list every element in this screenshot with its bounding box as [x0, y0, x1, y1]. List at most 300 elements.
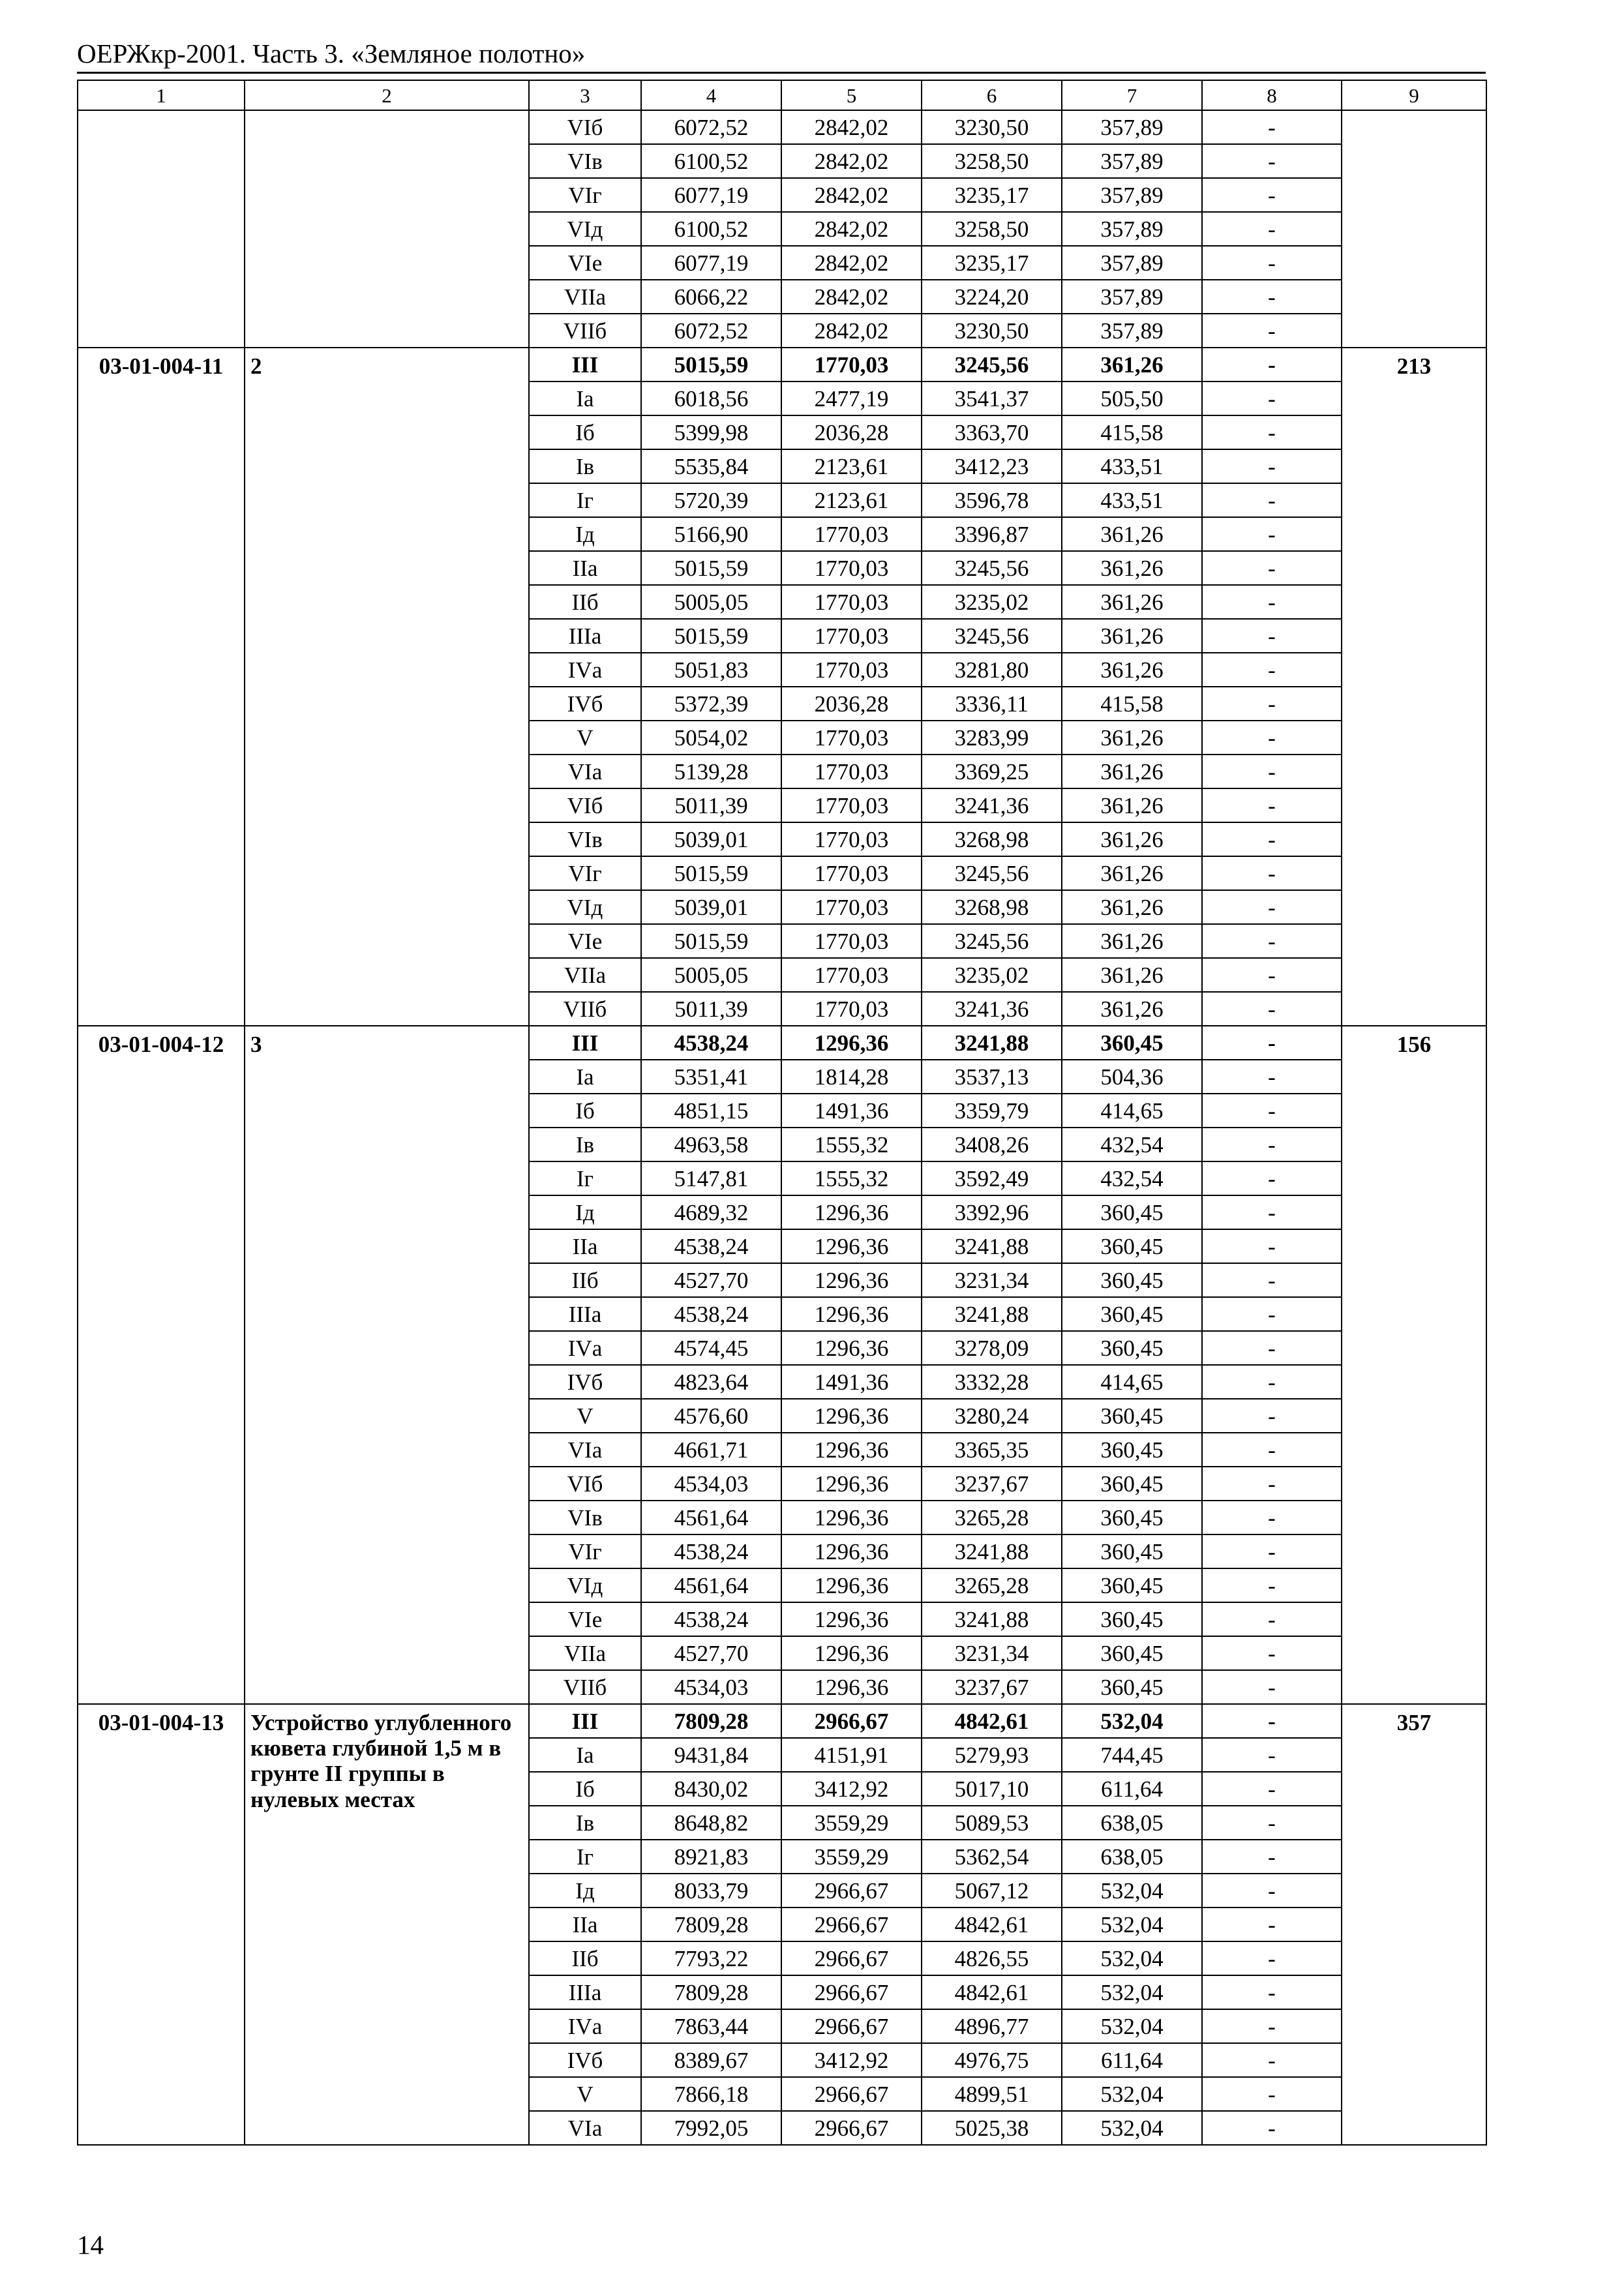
zone-cell: VIв [529, 822, 641, 856]
materials-cell: - [1202, 1365, 1342, 1399]
zone-cell: VIIб [529, 1670, 641, 1704]
machine-cost-cell: 3235,17 [922, 178, 1062, 212]
zone-cell: Iв [529, 1128, 641, 1161]
materials-cell: - [1202, 1636, 1342, 1670]
materials-cell: - [1202, 1534, 1342, 1568]
zone-cell: V [529, 1399, 641, 1433]
labor-cost-cell: 1555,32 [781, 1161, 922, 1195]
materials-cell: - [1202, 1399, 1342, 1433]
materials-cell: - [1202, 1094, 1342, 1128]
materials-cell: - [1202, 1195, 1342, 1229]
machine-cost-cell: 3235,02 [922, 958, 1062, 992]
operator-wage-cell: 611,64 [1062, 1772, 1202, 1806]
zone-cell: VIIб [529, 314, 641, 348]
labor-cost-cell: 1296,36 [781, 1636, 922, 1670]
total-cost-cell: 5720,39 [641, 483, 781, 517]
machine-cost-cell: 3231,34 [922, 1263, 1062, 1297]
operator-wage-cell: 532,04 [1062, 2077, 1202, 2111]
labor-hours-cell: 213 [1342, 348, 1486, 1026]
zone-cell: IVа [529, 1331, 641, 1365]
total-cost-cell: 5399,98 [641, 415, 781, 449]
machine-cost-cell: 3241,36 [922, 788, 1062, 822]
labor-cost-cell: 3412,92 [781, 1772, 922, 1806]
operator-wage-cell: 361,26 [1062, 924, 1202, 958]
total-cost-cell: 5051,83 [641, 653, 781, 687]
zone-cell: VIд [529, 890, 641, 924]
total-cost-cell: 5039,01 [641, 890, 781, 924]
labor-cost-cell: 1770,03 [781, 619, 922, 653]
total-cost-cell: 6072,52 [641, 314, 781, 348]
operator-wage-cell: 361,26 [1062, 619, 1202, 653]
total-cost-cell: 7863,44 [641, 2009, 781, 2043]
operator-wage-cell: 638,05 [1062, 1840, 1202, 1874]
machine-cost-cell: 4826,55 [922, 1941, 1062, 1975]
zone-cell: IVб [529, 687, 641, 721]
total-cost-cell: 4851,15 [641, 1094, 781, 1128]
total-cost-cell: 4534,03 [641, 1670, 781, 1704]
materials-cell: - [1202, 856, 1342, 890]
machine-cost-cell: 3245,56 [922, 856, 1062, 890]
total-cost-cell: 4661,71 [641, 1433, 781, 1467]
total-cost-cell: 7809,28 [641, 1908, 781, 1941]
machine-cost-cell: 3365,35 [922, 1433, 1062, 1467]
machine-cost-cell: 3245,56 [922, 924, 1062, 958]
materials-cell: - [1202, 1602, 1342, 1636]
materials-cell: - [1202, 585, 1342, 619]
zone-cell: VIг [529, 1534, 641, 1568]
materials-cell: - [1202, 110, 1342, 144]
total-cost-cell: 4561,64 [641, 1568, 781, 1602]
materials-cell: - [1202, 483, 1342, 517]
total-cost-cell: 5015,59 [641, 619, 781, 653]
zone-cell: VIIа [529, 280, 641, 314]
labor-cost-cell: 1296,36 [781, 1263, 922, 1297]
zone-cell: V [529, 2077, 641, 2111]
labor-cost-cell: 1296,36 [781, 1026, 922, 1060]
materials-cell: - [1202, 1060, 1342, 1094]
materials-cell: - [1202, 1840, 1342, 1874]
operator-wage-cell: 414,65 [1062, 1365, 1202, 1399]
materials-cell: - [1202, 1501, 1342, 1534]
labor-cost-cell: 1296,36 [781, 1670, 922, 1704]
operator-wage-cell: 504,36 [1062, 1060, 1202, 1094]
zone-cell: Iг [529, 1161, 641, 1195]
total-cost-cell: 5351,41 [641, 1060, 781, 1094]
total-cost-cell: 7866,18 [641, 2077, 781, 2111]
materials-cell: - [1202, 687, 1342, 721]
operator-wage-cell: 361,26 [1062, 788, 1202, 822]
total-cost-cell: 6072,52 [641, 110, 781, 144]
total-cost-cell: 4963,58 [641, 1128, 781, 1161]
zone-cell: III [529, 1026, 641, 1060]
total-cost-cell: 5015,59 [641, 924, 781, 958]
zone-cell: Iа [529, 1738, 641, 1772]
labor-cost-cell: 1770,03 [781, 551, 922, 585]
column-number: 5 [781, 80, 922, 110]
labor-cost-cell: 1770,03 [781, 992, 922, 1026]
total-cost-cell: 4689,32 [641, 1195, 781, 1229]
operator-wage-cell: 360,45 [1062, 1501, 1202, 1534]
total-cost-cell: 4527,70 [641, 1636, 781, 1670]
operator-wage-cell: 532,04 [1062, 1704, 1202, 1738]
operator-wage-cell: 532,04 [1062, 1975, 1202, 2009]
zone-cell: VIв [529, 144, 641, 178]
labor-cost-cell: 2036,28 [781, 415, 922, 449]
zone-cell: VIа [529, 755, 641, 788]
materials-cell: - [1202, 721, 1342, 755]
materials-cell: - [1202, 178, 1342, 212]
labor-hours-cell: 357 [1342, 1704, 1486, 2145]
materials-cell: - [1202, 1161, 1342, 1195]
total-cost-cell: 6077,19 [641, 178, 781, 212]
labor-cost-cell: 2966,67 [781, 1941, 922, 1975]
total-cost-cell: 8430,02 [641, 1772, 781, 1806]
total-cost-cell: 5147,81 [641, 1161, 781, 1195]
column-number: 7 [1062, 80, 1202, 110]
operator-wage-cell: 532,04 [1062, 1874, 1202, 1908]
zone-cell: VIIб [529, 992, 641, 1026]
rate-code-cell [78, 110, 245, 348]
zone-cell: Iб [529, 1772, 641, 1806]
operator-wage-cell: 432,54 [1062, 1161, 1202, 1195]
machine-cost-cell: 3258,50 [922, 212, 1062, 246]
labor-cost-cell: 2966,67 [781, 1704, 922, 1738]
materials-cell: - [1202, 653, 1342, 687]
zone-cell: VIг [529, 856, 641, 890]
materials-cell: - [1202, 924, 1342, 958]
labor-cost-cell: 1491,36 [781, 1365, 922, 1399]
labor-cost-cell: 1296,36 [781, 1229, 922, 1263]
operator-wage-cell: 360,45 [1062, 1229, 1202, 1263]
total-cost-cell: 4538,24 [641, 1026, 781, 1060]
operator-wage-cell: 357,89 [1062, 212, 1202, 246]
zone-cell: VIб [529, 1467, 641, 1501]
operator-wage-cell: 360,45 [1062, 1534, 1202, 1568]
materials-cell: - [1202, 382, 1342, 415]
labor-cost-cell: 1770,03 [781, 924, 922, 958]
zone-cell: IIIа [529, 1975, 641, 2009]
labor-cost-cell: 1770,03 [781, 788, 922, 822]
machine-cost-cell: 5362,54 [922, 1840, 1062, 1874]
labor-cost-cell: 1770,03 [781, 755, 922, 788]
column-number: 9 [1342, 80, 1486, 110]
operator-wage-cell: 432,54 [1062, 1128, 1202, 1161]
materials-cell: - [1202, 1433, 1342, 1467]
zone-cell: Iб [529, 415, 641, 449]
operator-wage-cell: 357,89 [1062, 178, 1202, 212]
operator-wage-cell: 433,51 [1062, 483, 1202, 517]
operator-wage-cell: 744,45 [1062, 1738, 1202, 1772]
labor-cost-cell: 2842,02 [781, 212, 922, 246]
materials-cell: - [1202, 619, 1342, 653]
machine-cost-cell: 3596,78 [922, 483, 1062, 517]
machine-cost-cell: 3541,37 [922, 382, 1062, 415]
labor-cost-cell: 1296,36 [781, 1534, 922, 1568]
labor-cost-cell: 1770,03 [781, 822, 922, 856]
zone-cell: IIб [529, 585, 641, 619]
operator-wage-cell: 360,45 [1062, 1467, 1202, 1501]
zone-cell: IIа [529, 551, 641, 585]
operator-wage-cell: 357,89 [1062, 246, 1202, 280]
labor-cost-cell: 2123,61 [781, 449, 922, 483]
labor-cost-cell: 2842,02 [781, 110, 922, 144]
total-cost-cell: 5166,90 [641, 517, 781, 551]
materials-cell: - [1202, 2009, 1342, 2043]
operator-wage-cell: 360,45 [1062, 1602, 1202, 1636]
machine-cost-cell: 4896,77 [922, 2009, 1062, 2043]
header-divider [77, 72, 1486, 74]
machine-cost-cell: 3224,20 [922, 280, 1062, 314]
operator-wage-cell: 361,26 [1062, 585, 1202, 619]
labor-cost-cell: 2036,28 [781, 687, 922, 721]
machine-cost-cell: 3268,98 [922, 890, 1062, 924]
total-cost-cell: 8648,82 [641, 1806, 781, 1840]
machine-cost-cell: 3359,79 [922, 1094, 1062, 1128]
zone-cell: VIIа [529, 958, 641, 992]
operator-wage-cell: 611,64 [1062, 2043, 1202, 2077]
materials-cell: - [1202, 1297, 1342, 1331]
materials-cell: - [1202, 1670, 1342, 1704]
machine-cost-cell: 3245,56 [922, 619, 1062, 653]
total-cost-cell: 8389,67 [641, 2043, 781, 2077]
labor-hours-cell: 156 [1342, 1026, 1486, 1704]
total-cost-cell: 4561,64 [641, 1501, 781, 1534]
machine-cost-cell: 3235,02 [922, 585, 1062, 619]
total-cost-cell: 5015,59 [641, 856, 781, 890]
materials-cell: - [1202, 415, 1342, 449]
machine-cost-cell: 3237,67 [922, 1670, 1062, 1704]
materials-cell: - [1202, 2077, 1342, 2111]
materials-cell: - [1202, 551, 1342, 585]
labor-cost-cell: 1770,03 [781, 653, 922, 687]
operator-wage-cell: 361,26 [1062, 822, 1202, 856]
zone-cell: Iв [529, 1806, 641, 1840]
labor-cost-cell: 2477,19 [781, 382, 922, 415]
machine-cost-cell: 3278,09 [922, 1331, 1062, 1365]
operator-wage-cell: 360,45 [1062, 1297, 1202, 1331]
operator-wage-cell: 360,45 [1062, 1195, 1202, 1229]
labor-cost-cell: 1770,03 [781, 958, 922, 992]
zone-cell: III [529, 348, 641, 382]
operator-wage-cell: 361,26 [1062, 958, 1202, 992]
labor-cost-cell: 3559,29 [781, 1840, 922, 1874]
materials-cell: - [1202, 2043, 1342, 2077]
machine-cost-cell: 3237,67 [922, 1467, 1062, 1501]
materials-cell: - [1202, 280, 1342, 314]
zone-cell: VIIа [529, 1636, 641, 1670]
labor-cost-cell: 1296,36 [781, 1501, 922, 1534]
total-cost-cell: 5372,39 [641, 687, 781, 721]
machine-cost-cell: 3241,88 [922, 1602, 1062, 1636]
labor-cost-cell: 1555,32 [781, 1128, 922, 1161]
zone-cell: IIб [529, 1941, 641, 1975]
total-cost-cell: 5039,01 [641, 822, 781, 856]
zone-cell: Iб [529, 1094, 641, 1128]
operator-wage-cell: 360,45 [1062, 1026, 1202, 1060]
operator-wage-cell: 532,04 [1062, 1941, 1202, 1975]
machine-cost-cell: 3258,50 [922, 144, 1062, 178]
materials-cell: - [1202, 1806, 1342, 1840]
labor-cost-cell: 1296,36 [781, 1467, 922, 1501]
operator-wage-cell: 361,26 [1062, 517, 1202, 551]
labor-cost-cell: 1296,36 [781, 1331, 922, 1365]
materials-cell: - [1202, 1026, 1342, 1060]
labor-hours-cell [1342, 110, 1486, 348]
labor-cost-cell: 2842,02 [781, 246, 922, 280]
total-cost-cell: 7809,28 [641, 1704, 781, 1738]
materials-cell: - [1202, 1229, 1342, 1263]
zone-cell: IVа [529, 653, 641, 687]
labor-cost-cell: 1296,36 [781, 1399, 922, 1433]
column-number: 1 [78, 80, 245, 110]
total-cost-cell: 4538,24 [641, 1602, 781, 1636]
zone-cell: Iв [529, 449, 641, 483]
total-cost-cell: 4538,24 [641, 1297, 781, 1331]
zone-cell: Iа [529, 1060, 641, 1094]
materials-cell: - [1202, 1908, 1342, 1941]
materials-cell: - [1202, 1874, 1342, 1908]
column-number: 6 [922, 80, 1062, 110]
total-cost-cell: 7793,22 [641, 1941, 781, 1975]
machine-cost-cell: 3245,56 [922, 348, 1062, 382]
work-name-cell: 2 [245, 348, 529, 1026]
total-cost-cell: 5139,28 [641, 755, 781, 788]
total-cost-cell: 5015,59 [641, 348, 781, 382]
total-cost-cell: 4538,24 [641, 1229, 781, 1263]
materials-cell: - [1202, 1738, 1342, 1772]
page-number: 14 [77, 2230, 104, 2260]
operator-wage-cell: 357,89 [1062, 314, 1202, 348]
zone-cell: VIд [529, 1568, 641, 1602]
table-row [78, 1026, 1486, 1060]
zone-cell: IIа [529, 1229, 641, 1263]
zone-cell: VIе [529, 924, 641, 958]
operator-wage-cell: 361,26 [1062, 653, 1202, 687]
zone-cell: VIе [529, 246, 641, 280]
operator-wage-cell: 357,89 [1062, 280, 1202, 314]
materials-cell: - [1202, 1467, 1342, 1501]
machine-cost-cell: 5067,12 [922, 1874, 1062, 1908]
labor-cost-cell: 1296,36 [781, 1602, 922, 1636]
zone-cell: Iд [529, 1874, 641, 1908]
operator-wage-cell: 357,89 [1062, 144, 1202, 178]
zone-cell: VIа [529, 2111, 641, 2145]
materials-cell: - [1202, 1975, 1342, 2009]
total-cost-cell: 9431,84 [641, 1738, 781, 1772]
labor-cost-cell: 2966,67 [781, 1975, 922, 2009]
total-cost-cell: 5535,84 [641, 449, 781, 483]
operator-wage-cell: 360,45 [1062, 1568, 1202, 1602]
labor-cost-cell: 1770,03 [781, 890, 922, 924]
labor-cost-cell: 1770,03 [781, 517, 922, 551]
operator-wage-cell: 532,04 [1062, 1908, 1202, 1941]
machine-cost-cell: 3392,96 [922, 1195, 1062, 1229]
materials-cell: - [1202, 788, 1342, 822]
work-name-cell: Устройство углубленного кювета глубиной 1,5 м в грунте II группы в нулевых местах [245, 1704, 529, 2145]
rate-code-cell: 03-01-004-12 [78, 1026, 245, 1704]
materials-cell: - [1202, 1263, 1342, 1297]
materials-cell: - [1202, 1704, 1342, 1738]
machine-cost-cell: 3412,23 [922, 449, 1062, 483]
machine-cost-cell: 4842,61 [922, 1704, 1062, 1738]
zone-cell: VIв [529, 1501, 641, 1534]
rate-code-cell: 03-01-004-11 [78, 348, 245, 1026]
zone-cell: VIд [529, 212, 641, 246]
operator-wage-cell: 433,51 [1062, 449, 1202, 483]
total-cost-cell: 6077,19 [641, 246, 781, 280]
zone-cell: IIб [529, 1263, 641, 1297]
work-name-cell: 3 [245, 1026, 529, 1704]
operator-wage-cell: 360,45 [1062, 1331, 1202, 1365]
operator-wage-cell: 638,05 [1062, 1806, 1202, 1840]
total-cost-cell: 7992,05 [641, 2111, 781, 2145]
materials-cell: - [1202, 314, 1342, 348]
zone-cell: Iд [529, 1195, 641, 1229]
column-number: 2 [245, 80, 529, 110]
materials-cell: - [1202, 1941, 1342, 1975]
total-cost-cell: 4527,70 [641, 1263, 781, 1297]
machine-cost-cell: 3537,13 [922, 1060, 1062, 1094]
machine-cost-cell: 3241,88 [922, 1026, 1062, 1060]
materials-cell: - [1202, 1128, 1342, 1161]
machine-cost-cell: 3268,98 [922, 822, 1062, 856]
table-row [78, 110, 1486, 144]
zone-cell: VIб [529, 788, 641, 822]
zone-cell: VIг [529, 178, 641, 212]
operator-wage-cell: 532,04 [1062, 2009, 1202, 2043]
operator-wage-cell: 414,65 [1062, 1094, 1202, 1128]
zone-cell: VIб [529, 110, 641, 144]
machine-cost-cell: 4976,75 [922, 2043, 1062, 2077]
machine-cost-cell: 5089,53 [922, 1806, 1062, 1840]
total-cost-cell: 5011,39 [641, 788, 781, 822]
materials-cell: - [1202, 890, 1342, 924]
labor-cost-cell: 1770,03 [781, 585, 922, 619]
labor-cost-cell: 1296,36 [781, 1195, 922, 1229]
machine-cost-cell: 3408,26 [922, 1128, 1062, 1161]
total-cost-cell: 5011,39 [641, 992, 781, 1026]
total-cost-cell: 8033,79 [641, 1874, 781, 1908]
labor-cost-cell: 1770,03 [781, 348, 922, 382]
machine-cost-cell: 5017,10 [922, 1772, 1062, 1806]
labor-cost-cell: 2966,67 [781, 1908, 922, 1941]
operator-wage-cell: 360,45 [1062, 1433, 1202, 1467]
zone-cell: IVб [529, 2043, 641, 2077]
machine-cost-cell: 4899,51 [922, 2077, 1062, 2111]
work-name-cell [245, 110, 529, 348]
zone-cell: VIа [529, 1433, 641, 1467]
materials-cell: - [1202, 1772, 1342, 1806]
labor-cost-cell: 4151,91 [781, 1738, 922, 1772]
operator-wage-cell: 361,26 [1062, 890, 1202, 924]
materials-cell: - [1202, 958, 1342, 992]
total-cost-cell: 6100,52 [641, 144, 781, 178]
machine-cost-cell: 3281,80 [922, 653, 1062, 687]
machine-cost-cell: 3336,11 [922, 687, 1062, 721]
total-cost-cell: 4574,45 [641, 1331, 781, 1365]
machine-cost-cell: 3283,99 [922, 721, 1062, 755]
materials-cell: - [1202, 822, 1342, 856]
labor-cost-cell: 2842,02 [781, 178, 922, 212]
machine-cost-cell: 3241,88 [922, 1534, 1062, 1568]
machine-cost-cell: 3363,70 [922, 415, 1062, 449]
labor-cost-cell: 2966,67 [781, 1874, 922, 1908]
total-cost-cell: 5054,02 [641, 721, 781, 755]
total-cost-cell: 6018,56 [641, 382, 781, 415]
machine-cost-cell: 3231,34 [922, 1636, 1062, 1670]
labor-cost-cell: 2842,02 [781, 280, 922, 314]
zone-cell: IVа [529, 2009, 641, 2043]
